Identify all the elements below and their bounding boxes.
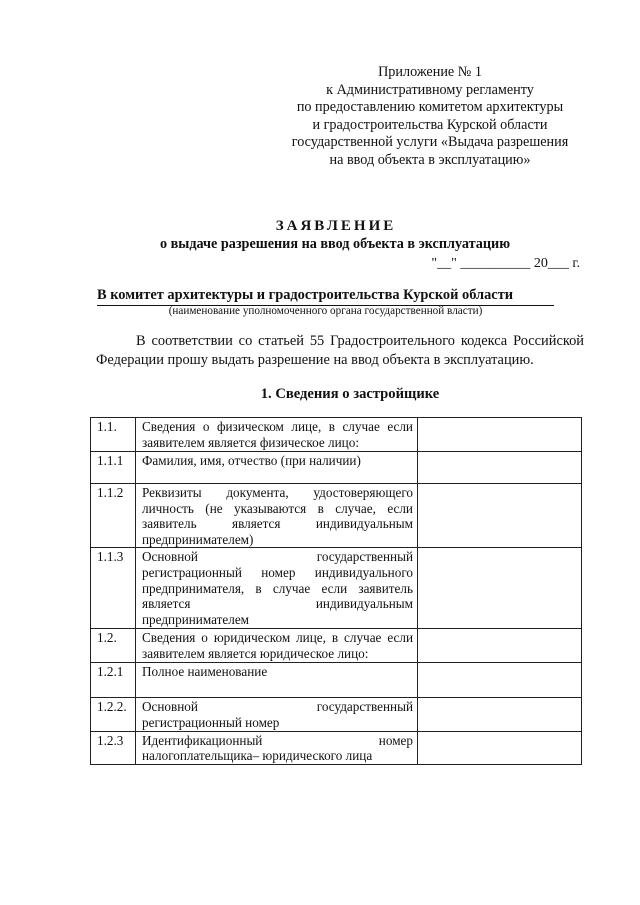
appendix-line: государственной услуги «Выдача разрешения <box>291 134 569 151</box>
row-number: 1.2. <box>91 629 136 663</box>
row-value-field[interactable] <box>418 484 582 548</box>
row-number: 1.1.2 <box>91 484 136 548</box>
row-label <box>136 452 418 484</box>
row-value-field[interactable] <box>418 418 582 452</box>
row-number: 1.1. <box>91 418 136 452</box>
row-label-line: Сведения о юридическом лице, в случае если <box>142 630 413 646</box>
row-value-field[interactable] <box>418 698 582 731</box>
row-number: 1.1.1 <box>91 452 136 484</box>
row-label-line: предпринимателя, в случае если заявитель <box>142 580 413 596</box>
table-row <box>91 452 582 484</box>
row-label-line: Основной государственный <box>142 699 413 715</box>
intro-paragraph: В соответствии со статьей 55 Градостроительного кодекса Российской Федерации прошу выдать разрешение на ввод объекта в эксплуатацию. <box>96 333 584 368</box>
appendix-line: Приложение № 1 <box>378 64 482 80</box>
row-label <box>136 629 418 663</box>
appendix-line: по предоставлению комитетом архитектуры <box>296 99 564 116</box>
row-number: 1.1.3 <box>91 548 136 629</box>
row-label-line: заявитель является индивидуальным <box>142 516 413 532</box>
row-label-line: Основной государственный <box>142 549 413 565</box>
row-label <box>136 663 418 698</box>
authority-hint: (наименование уполномоченного органа государственной власти) <box>168 305 483 317</box>
table-row <box>91 629 582 663</box>
row-label-line: Идентификационный номер <box>142 732 413 748</box>
table-row <box>91 663 582 698</box>
row-label-line: Сведения о физическом лице, в случае если <box>142 419 413 434</box>
row-value-field[interactable] <box>418 663 582 698</box>
row-label-line: личность (не указываются в случае, если <box>142 500 413 516</box>
row-label <box>136 698 418 731</box>
row-label-line: регистрационный номер <box>142 714 280 730</box>
row-label-line: регистрационный номер индивидуального <box>142 564 413 580</box>
document-subtitle: о выдаче разрешения на ввод объекта в эксплуатацию <box>159 236 511 252</box>
row-label-line: предпринимателем <box>142 611 250 627</box>
appendix-line: к Административному регламенту <box>326 81 534 98</box>
row-label-line: Полное наименование <box>142 664 268 680</box>
table-row <box>91 731 582 764</box>
row-label <box>136 418 418 452</box>
appendix-line: и градостроительства Курской области <box>312 116 548 133</box>
row-label <box>136 731 418 764</box>
applicant-info-table <box>90 417 582 765</box>
section-title: 1. Сведения о застройщике <box>260 386 440 402</box>
row-label-line: предпринимателем) <box>142 531 254 547</box>
date-line: "__" __________ 20___ г. <box>431 256 580 271</box>
row-value-field[interactable] <box>418 629 582 663</box>
table-row <box>91 698 582 731</box>
row-number: 1.2.1 <box>91 663 136 698</box>
row-label <box>136 484 418 548</box>
appendix-header <box>280 64 580 170</box>
appendix-line: на ввод объекта в эксплуатацию» <box>329 151 531 168</box>
row-label-line: заявителем является юридическое лицо: <box>142 645 369 661</box>
row-label-line: заявителем является физическое лицо: <box>142 434 359 450</box>
table-row <box>91 484 582 548</box>
row-number: 1.2.3 <box>91 731 136 764</box>
row-label <box>136 548 418 629</box>
row-label-line: Реквизиты документа, удостоверяющего <box>142 485 413 500</box>
authority-name: В комитет архитектуры и градостроительства Курской области <box>97 287 554 306</box>
table-row <box>91 418 582 452</box>
row-value-field[interactable] <box>418 731 582 764</box>
document-title: ЗАЯВЛЕНИЕ <box>275 218 397 234</box>
row-number: 1.2.2. <box>91 698 136 731</box>
row-label-line: Фамилия, имя, отчество (при наличии) <box>142 453 361 468</box>
row-label-line: является индивидуальным <box>142 596 413 612</box>
row-value-field[interactable] <box>418 548 582 629</box>
row-value-field[interactable] <box>418 452 582 484</box>
row-label-line: налогоплательщика– юридического лица <box>142 748 373 764</box>
table-row <box>91 548 582 629</box>
